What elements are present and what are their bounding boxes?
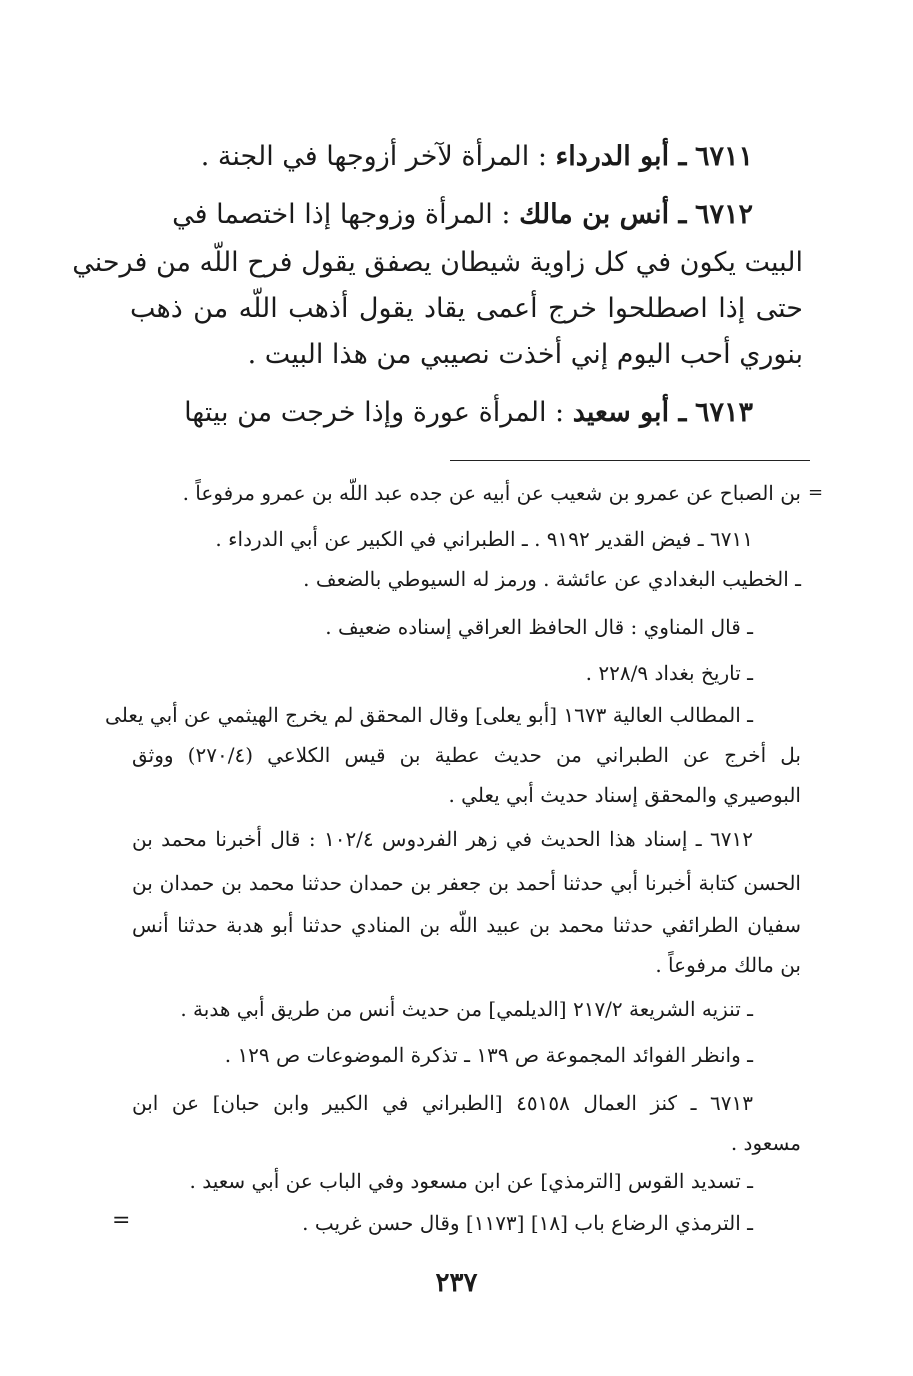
narrator: أبو الدرداء: [555, 141, 670, 172]
footnote-line: ـ تاريخ بغداد ٢٢٨/٩ .: [585, 661, 753, 685]
footnote-line: ـ المطالب العالية ١٦٧٣ [أبو يعلى] وقال المحقق لم يخرج الهيثمي عن أبي يعلى: [105, 703, 753, 727]
footnote-line: ـ قال المناوي : قال الحافظ العراقي إسناده ضعيف .: [325, 615, 753, 639]
footnote-line: ٦٧١٣ ـ كنز العمال ٤٥١٥٨ [الطبراني في الكبير وابن حبان] عن ابن: [132, 1091, 754, 1115]
entry-number: ٦٧١٢: [694, 199, 753, 230]
hadith-text: المرأة لآخر أزوجها في الجنة .: [200, 141, 530, 172]
entry-6711: ٦٧١١ ـ أبو الدرداء : المرأة لآخر أزوجها في الجنة .: [200, 141, 753, 172]
entry-6712: ٦٧١٢ ـ أنس بن مالك : المرأة وزوجها إذا اختصما في: [172, 199, 753, 230]
hadith-text: المرأة وزوجها إذا اختصما في: [172, 199, 493, 230]
page-number: ٢٣٧: [435, 1268, 478, 1298]
footnote-line: مسعود .: [730, 1131, 801, 1155]
footnote-line: سفيان الطرائفي حدثنا محمد بن عبيد اللّه بن المنادي حدثنا أبو هدبة حدثنا أنس: [132, 913, 801, 937]
footnote-line: ـ الخطيب البغدادي عن عائشة . ورمز له السيوطي بالضعف .: [303, 567, 801, 591]
footnote-line: ـ الترمذي الرضاع باب [١٨] [١١٧٣] وقال حسن غريب .: [302, 1211, 753, 1235]
footnote-line: بل أخرج عن الطبراني من حديث عطية بن قيس الكلاعي (٢٧٠/٤) ووثق: [132, 743, 801, 767]
footnote-line: ٦٧١١ ـ فيض القدير ٩١٩٢ . ـ الطبراني في الكبير عن أبي الدرداء .: [215, 527, 753, 551]
hadith-line: البيت يكون في كل زاوية شيطان يصفق يقول فرح اللّه من فرحني: [72, 247, 803, 278]
entry-6713: ٦٧١٣ ـ أبو سعيد : المرأة عورة وإذا خرجت من بيتها: [184, 397, 753, 428]
footnote-line: ـ تنزيه الشريعة ٢١٧/٢ [الديلمي] من حديث أنس من طريق أبي هدبة .: [180, 997, 753, 1021]
footnote-line: بن مالك مرفوعاً .: [655, 953, 801, 977]
footnote-line: ـ تسديد القوس [الترمذي] عن ابن مسعود وفي الباب عن أبي سعيد .: [189, 1169, 753, 1193]
entry-number: ٦٧١١: [694, 141, 753, 172]
footnote-line: البوصيري والمحقق إسناد حديث أبي يعلي .: [448, 783, 801, 807]
footnote-line: الحسن كتابة أخبرنا أبي حدثنا أحمد بن جعفر بن حمدان حدثنا محمد بن حمدان بن: [132, 871, 801, 895]
hadith-line: حتى إذا اصطلحوا خرج أعمى يقاد يقول أذهب اللّه من ذهب: [130, 293, 803, 324]
continues-mark: =: [112, 1208, 131, 1233]
footnote-separator: [450, 460, 810, 461]
footnote-line: ـ وانظر الفوائد المجموعة ص ١٣٩ ـ تذكرة الموضوعات ص ١٢٩ .: [224, 1043, 753, 1067]
continued-mark: =: [808, 482, 824, 503]
footnote-line: ٦٧١٢ ـ إسناد هذا الحديث في زهر الفردوس ١٠٢/٤ : قال أخبرنا محمد بن: [132, 827, 753, 851]
entry-number: ٦٧١٣: [694, 397, 753, 428]
hadith-line: بنوري أحب اليوم إني أخذت نصيبي من هذا البيت .: [247, 339, 803, 370]
hadith-text: المرأة عورة وإذا خرجت من بيتها: [184, 397, 547, 428]
narrator: أنس بن مالك: [519, 199, 670, 230]
narrator: أبو سعيد: [572, 397, 670, 428]
footnote-line: بن الصباح عن عمرو بن شعيب عن أبيه عن جده عبد اللّه بن عمرو مرفوعاً .: [182, 481, 801, 505]
